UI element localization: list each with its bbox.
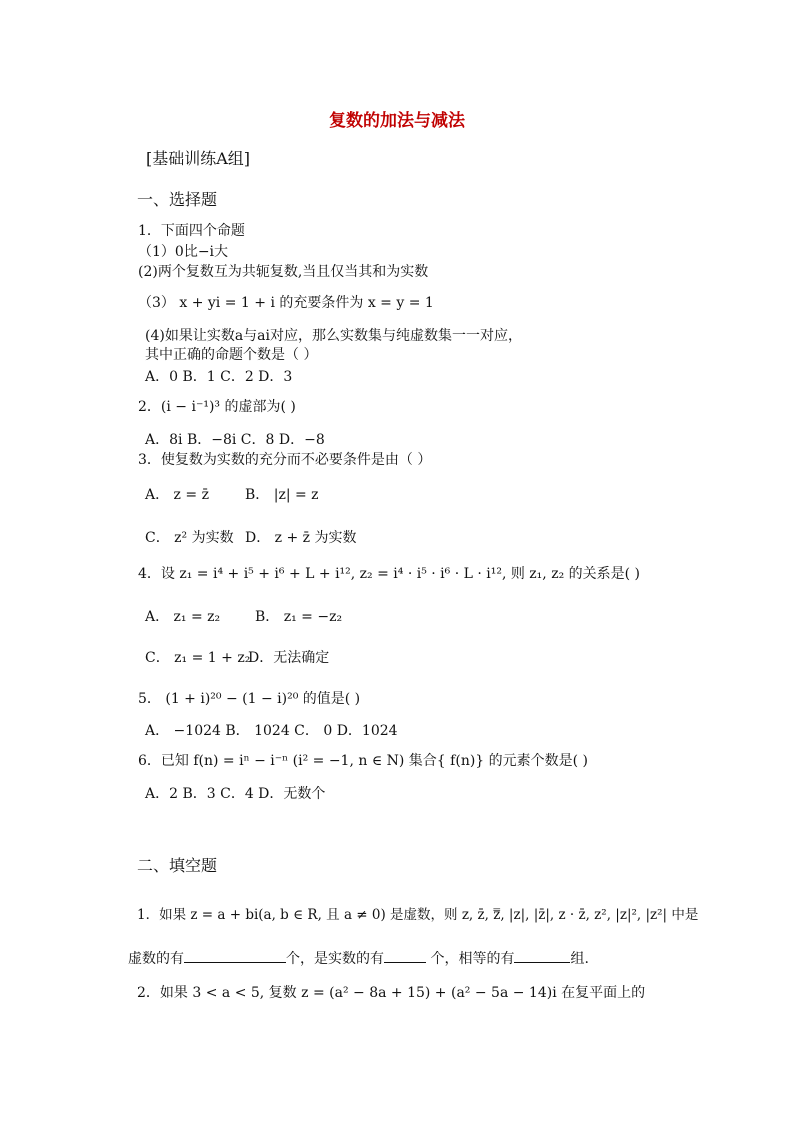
f1-stem: 1．如果 z = a + bi(a, b ∈ R, 且 a ≠ 0) 是虚数，则 z, z̄, z̿, |z|, |z̄|, z · z̄, z², |z|², |z²| 中是 [137,907,699,923]
q3-option-d: D． z + z̄ 为实数 [245,530,357,546]
q5-options: A． −1024 B． 1024 C． 0 D．1024 [145,723,398,739]
q4-option-c: C． z₁ = 1 + z₂ [145,650,251,666]
q4-option-b: B． z₁ = −z₂ [255,609,343,625]
q3-option-c: C． z² 为实数 [145,530,234,546]
q1-proposition-3: （3） x + yi = 1 + i 的充要条件为 x = y = 1 [138,295,434,311]
q3-stem: 3．使复数为实数的充分而不必要条件是由（ ） [138,452,432,468]
q1-stem: 1．下面四个命题 [138,223,245,239]
q1-proposition-1: （1）0比−i大 [138,244,229,260]
q1-prompt: 其中正确的命题个数是（ ） [145,347,318,363]
section-heading-fill: 二、填空题 [137,856,218,875]
subtitle: [基础训练A组] [146,149,251,168]
q3-option-a: A． z = z̄ [145,487,209,503]
q4-stem: 4．设 z₁ = i⁴ + i⁵ + i⁶ + L + i¹², z₂ = i⁴ · i⁵ · i⁶ · L · i¹², 则 z₁, z₂ 的关系是( ) [138,566,641,582]
page-title: 复数的加法与减法 [329,111,465,131]
q6-stem: 6．已知 f(n) = iⁿ − i⁻ⁿ (i² = −1, n ∈ N) 集合{ f(n)} 的元素个数是( ) [138,753,589,769]
section-heading-choice: 一、选择题 [137,190,218,209]
answer-blank-3[interactable] [514,950,570,963]
q2-options: A．8i B．−8i C．8 D．−8 [145,432,325,448]
f1-text-groups: 组. [570,951,589,967]
q1-options: A．0 B．1 C．2 D．3 [145,369,293,385]
q5-stem: 5． (1 + i)²⁰ − (1 − i)²⁰ 的值是( ) [138,691,361,707]
answer-blank-2[interactable] [384,950,426,963]
f1-text-equal: 个，相等的有 [426,951,515,967]
q1-proposition-4: (4)如果让实数a与ai对应，那么实数集与纯虚数集一一对应， [145,328,523,344]
q4-option-a: A． z₁ = z₂ [145,609,221,625]
q1-proposition-2: (2)两个复数互为共轭复数,当且仅当其和为实数 [138,264,429,280]
q3-option-b: B． |z| = z [245,487,319,503]
q2-stem: 2．(i − i⁻¹)³ 的虚部为( ) [138,399,296,415]
f1-text-imaginary: 虚数的有 [128,951,184,967]
f1-line2 [128,950,589,968]
f2-stem: 2．如果 3 < a < 5, 复数 z = (a² − 8a + 15) + (a² − 5a − 14)i 在复平面上的 [137,985,646,1001]
answer-blank-1[interactable] [184,950,286,963]
q4-option-d: D．无法确定 [248,650,330,666]
q6-options: A．2 B．3 C．4 D．无数个 [145,786,326,802]
f1-text-real: 个，是实数的有 [286,951,384,967]
